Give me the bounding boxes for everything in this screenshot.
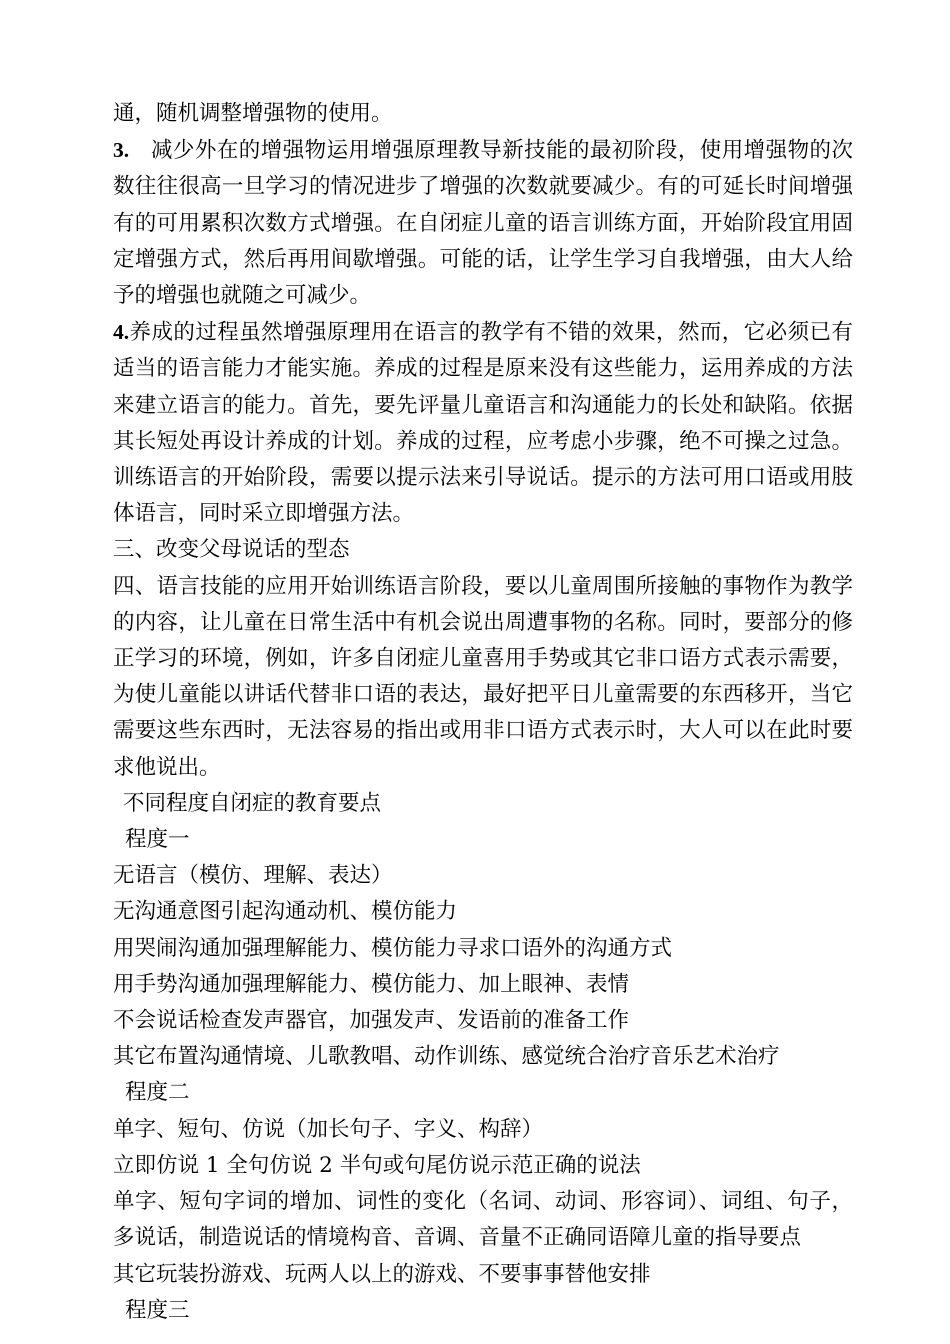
list-number: 3. [113, 138, 130, 163]
line-text: 立即仿说 1 全句仿说 2 半句或句尾仿说示范正确的说法 [113, 1152, 641, 1178]
line-text: 用手势沟通加强理解能力、模仿能力、加上眼神、表情 [113, 971, 630, 997]
level-one-line [113, 894, 853, 930]
line-text: 单字、短句、仿说（加长句子、字义、构辞） [113, 1116, 544, 1142]
line-text: 无语言（模仿、理解、表达） [113, 863, 393, 889]
level-two-line [113, 1184, 853, 1256]
section-heading-4 [113, 569, 853, 786]
level-one-line [113, 1039, 853, 1075]
line-text: 不会说话检查发声器官，加强发声、发语前的准备工作 [113, 1008, 630, 1034]
line-text: 其它玩装扮游戏、玩两人以上的游戏、不要事事替他安排 [113, 1261, 651, 1287]
paragraph-continuation [113, 96, 853, 132]
level-three-heading [113, 1293, 853, 1329]
level-two-line [113, 1257, 853, 1293]
level-one-line [113, 931, 853, 967]
line-text: 用哭闹沟通加强理解能力、模仿能力寻求口语外的沟通方式 [113, 935, 673, 961]
paragraph-text: 四、语言技能的应用开始训练语言阶段，要以儿童周围所接触的事物作为教学的内容，让儿童在日常生活中有机会说出周遭事物的名称。同时，要部分的修正学习的环境，例如，许多自闭症儿童喜用手势或其它非口语方式表示需要，为使儿童能以讲话代替非口语的表达，最好把平日儿童需要的东西移开，当它需要这些东西时，无法容易的指出或用非口语方式表示时，大人可以在此时要求他说出。 [113, 573, 853, 780]
heading-text: 三、改变父母说话的型态 [113, 537, 350, 563]
heading-text: 不同程度自闭症的教育要点 [123, 790, 382, 816]
document-body [113, 96, 853, 1329]
level-one-line [113, 858, 853, 894]
paragraph-text: 减少外在的增强物运用增强原理教导新技能的最初阶段，使用增强物的次数往往很高一旦学习的情况进步了增强的次数就要减少。有的可延长时间增强有的可用累积次数方式增强。在自闭症儿童的语言训练方面，开始阶段宜用固定增强方式，然后再用间歇增强。可能的话，让学生学习自我增强，由大人给予的增强也就随之可减少。 [113, 138, 853, 309]
education-points-heading [113, 786, 853, 822]
heading-text: 程度一 [125, 827, 190, 853]
level-two-line [113, 1112, 853, 1148]
level-one-line [113, 967, 853, 1003]
line-text: 单字、短句字词的增加、词性的变化（名词、动词、形容词）、词组、句子，多说话，制造说话的情境构音、音调、音量不正确同语障儿童的指导要点 [113, 1189, 853, 1251]
line-text: 无沟通意图引起沟通动机、模仿能力 [113, 899, 458, 925]
level-one-heading [113, 822, 853, 858]
paragraph-text: 通，随机调整增强物的使用。 [113, 101, 393, 126]
paragraph-text: 养成的过程虽然增强原理用在语言的教学有不错的效果，然而，它必须已有适当的语言能力才能实施。养成的过程是原来没有这些能力，运用养成的方法来建立语言的能力。首先，要先评量儿童语言和沟通能力的长处和缺陷。依据其长短处再设计养成的计划。养成的过程，应考虑小步骤，绝不可操之过急。训练语言的开始阶段，需要以提示法来引导说话。提示的方法可用口语或用肢体语言，同时采立即增强方法。 [113, 320, 853, 527]
paragraph-item-4 [113, 314, 853, 532]
heading-text: 程度三 [125, 1297, 190, 1323]
paragraph-item-3 [113, 132, 853, 314]
list-number: 4. [113, 320, 130, 345]
level-two-line [113, 1148, 853, 1184]
level-one-line [113, 1003, 853, 1039]
line-text: 其它布置沟通情境、儿歌教唱、动作训练、感觉统合治疗音乐艺术治疗 [113, 1044, 780, 1070]
section-heading-3 [113, 532, 853, 568]
level-two-heading [113, 1075, 853, 1111]
heading-text: 程度二 [125, 1080, 190, 1106]
